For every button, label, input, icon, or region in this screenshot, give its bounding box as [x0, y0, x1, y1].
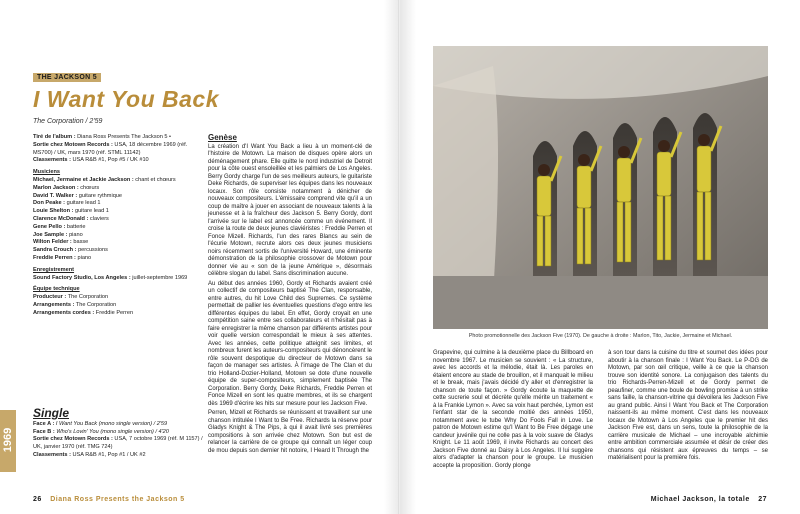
credit-line: Classements : USA R&B #1, Pop #5 / UK #10: [33, 157, 149, 164]
promo-photo: [433, 46, 768, 329]
recording-line: Sound Factory Studio, Los Angeles : juillet-septembre 1969: [33, 274, 188, 281]
song-title: I Want You Back: [33, 86, 220, 112]
body-paragraph: à son tour dans la cuisine du titre et soumet des idées pour aboutir à la chanson finale : I Want You Back. Le P-DG de Motown, par son œil critique, veille à ce que la chanson trouve son identité sonore. La conjugaison des talents du trio Richards-Perren-Mizell et de Gordy permet de peaufiner, comme une boule de bowling promise à un strike sans faille, la chanson-vitrine qui dévoilera les Jackson Five au grand public. Ainsi I Want You Back et The Corporation naissent-ils au même moment. C'est dans les nouveaux locaux de Motown à Los Angeles que le premier hit des Jackson Five est, dans un sens, toute la philosophie de la carrière musicale de Michael – une incroyable alchimie entre ambition commerciale assumée et désir de créer des chansons qui résistent aux épreuves du temps – se matérialisent pour la première fois.: [608, 350, 768, 461]
single-block: [33, 406, 203, 460]
team-line: Arrangements cordes : Freddie Perren: [33, 309, 134, 316]
team-line: Arrangements : The Corporation: [33, 301, 117, 308]
genese-paragraph: Perren, Mizell et Richards se réunissent et travaillent sur une chanson intitulée I Want to Be Free. Richards la réserve pour Gladys Knight & The Pips, à qui il avait livré ses premières compositions à son arrivée chez Motown. Son but est de relancer la carrière de ce groupe qui connaît un léger coup de mou depuis son dernier hit notoire, I Heard It Through the: [208, 410, 372, 454]
single-line: Sortie chez Motown Records : USA, 7 octobre 1969 (réf. M 1157) / UK, janvier 1970 (réf. TMG 724): [33, 436, 203, 451]
musician-line: Sandra Crouch : percussions: [33, 247, 108, 254]
musician-line: Freddie Perren : piano: [33, 254, 92, 261]
recording-heading: Enregistrement: [33, 266, 75, 273]
musician-line: Wilton Felder : basse: [33, 239, 89, 246]
team-heading: Équipe technique: [33, 286, 80, 293]
year-label: 1969: [2, 427, 14, 453]
single-heading: Single: [33, 406, 70, 420]
text-column-1: [433, 350, 593, 470]
musician-line: Joe Sample : piano: [33, 231, 83, 238]
left-folio: [33, 496, 185, 503]
musician-line: Clarence McDonald : claviers: [33, 215, 109, 222]
musician-line: Michael, Jermaine et Jackie Jackson : chant et chœurs: [33, 176, 176, 183]
genese-heading: Genèse: [208, 133, 237, 142]
musicians-heading: Musiciens: [33, 169, 61, 176]
musician-line: Don Peake : guitare lead 1: [33, 200, 101, 207]
text-column-2: [608, 350, 768, 463]
right-folio: [651, 496, 767, 503]
running-title: Michael Jackson, la totale: [650, 496, 750, 503]
page-number: 27: [758, 496, 767, 503]
credit-line: Sortie chez Motown Records : USA, 18 décembre 1969 (réf. MS700) / UK, mars 1970 (réf. STML 11142): [33, 141, 188, 156]
single-line: Face A : I Want You Back (mono single version) / 2'59: [33, 420, 168, 427]
single-line: Face B : Who's Lovin' You (mono single version) / 4'20: [33, 428, 169, 435]
song-subtitle: The Corporation / 2'59: [33, 118, 103, 125]
genese-column: [208, 134, 372, 457]
body-paragraph: Grapevine, qui culmine à la deuxième place du Billboard en novembre 1967. Le musicien se souvient : « La structure, avec les accords et la mélodie, était là. Les paroles en étaient encore au stade de brouillon, et il manquait le milieu et le break, mais j'avais décidé d'y aller et d'enregistrer la chanson de toute façon. » Gordy écoute la maquette de cette sucrerie soul et décrète qu'elle mérite un traitement « à la Frankie Lymon ». Avec sa voix haut perchée, Lymon est l'enfant star de la seconde moitié des années 1950, notamment avec le tube Why Do Fools Fall in Love. Le patron de Motown estime qu'I Want to Be Free dégage une candeur juvénile qui ne colle pas à la voix suave de Gladys Knight. Le 11 août 1969, il invite Richards au concert des Jackson Five donné au Daisy à Los Angeles. Il lui suggère alors d'adapter la chanson pour le groupe. Le musicien accepte la proposition. Gordy plonge: [433, 350, 593, 469]
artist-tag: THE JACKSON 5: [33, 73, 101, 82]
musician-line: Gene Pello : batterie: [33, 223, 86, 230]
musician-line: David T. Walker : guitare rythmique: [33, 192, 123, 199]
single-line: Classements : USA R&B #1, Pop #1 / UK #2: [33, 451, 146, 458]
credits-block: [33, 134, 203, 318]
musician-line: Louie Shelton : guitare lead 1: [33, 208, 109, 215]
photo-caption: Photo promotionnelle des Jackson Five (1970). De gauche à droite : Marlon, Tito, Jackie, Jermaine et Michael.: [468, 333, 733, 339]
genese-paragraph: Au début des années 1960, Gordy et Richards avaient créé un collectif de compositeurs baptisé The Clan, responsable, entre autres, du hit Love Child des Supremes. Ce système permettait de pallier les éventuelles questions d'ego entre les différentes équipes du label. En effet, Gordy croyait en une compétition saine entre ses collaborateurs et n'hésitait pas à faire enregistrer la même chanson par différents artistes pour voir quelle version correspondait le mieux à ses attentes. Avec les années, cette politique atteignit ses limites, et nombreux furent les auteurs-compositeurs qui dénoncèrent le rôle souvent despotique du directeur de Motown dans sa façon de manager ses artistes. À l'image de The Clan et du trio Holland-Dozier-Holland, Motown se dote d'une nouvelle équipe de super-compositeurs, simplement baptisée The Corporation. Berry Gordy, Deke Richards, Freddie Perren et Fonce Mizell en sont les quatre membres, et ils se chargent dès 1969 d'écrire les hits sur mesure pour les Jackson Five.: [208, 280, 372, 407]
team-line: Producteur : The Corporation: [33, 294, 109, 301]
page-number: 26: [33, 496, 42, 503]
credit-line: Tiré de l'album : Diana Ross Presents The Jackson 5 •: [33, 134, 172, 140]
musician-line: Marlon Jackson : chœurs: [33, 184, 100, 191]
genese-paragraph: La création d'I Want You Back a lieu à un moment-clé de l'histoire de Motown. La maison de disques opère alors un déménagement phare. Elle quitte le nord industriel de Detroit pour la côte ouest ensoleillée et les palmiers de Los Angeles. Berry Gordy charge l'un de ses meilleurs auteurs, le guitariste Deke Richards, de superviser les équipes dans les nouveaux locaux. Son rôle consiste notamment à dénicher de nouveaux compositeurs. L'émissaire comprend vite qu'il a un coup de maître à jouer en associant de nouveaux talents à la jeunesse et à la fraîcheur des Jackson 5. Berry Gordy, dont l'arrivée sur le label est annoncée comme un événement. Il croise la route de deux jeunes claviéristes : Freddie Perren et Fonce Mizell. Richards, l'un des rares Blancs au sein de l'écurie Motown, recrute alors ces deux jeunes musiciens noirs récemment sortis de l'université Howard, une éminente démonstration de la philosophie crossover de Motown pour donner vie au « son de la jeune Amérique », désormais célèbre slogan du label. Sans discrimination aucune.: [208, 143, 372, 277]
running-title: Diana Ross Presents the Jackson 5: [50, 496, 185, 503]
